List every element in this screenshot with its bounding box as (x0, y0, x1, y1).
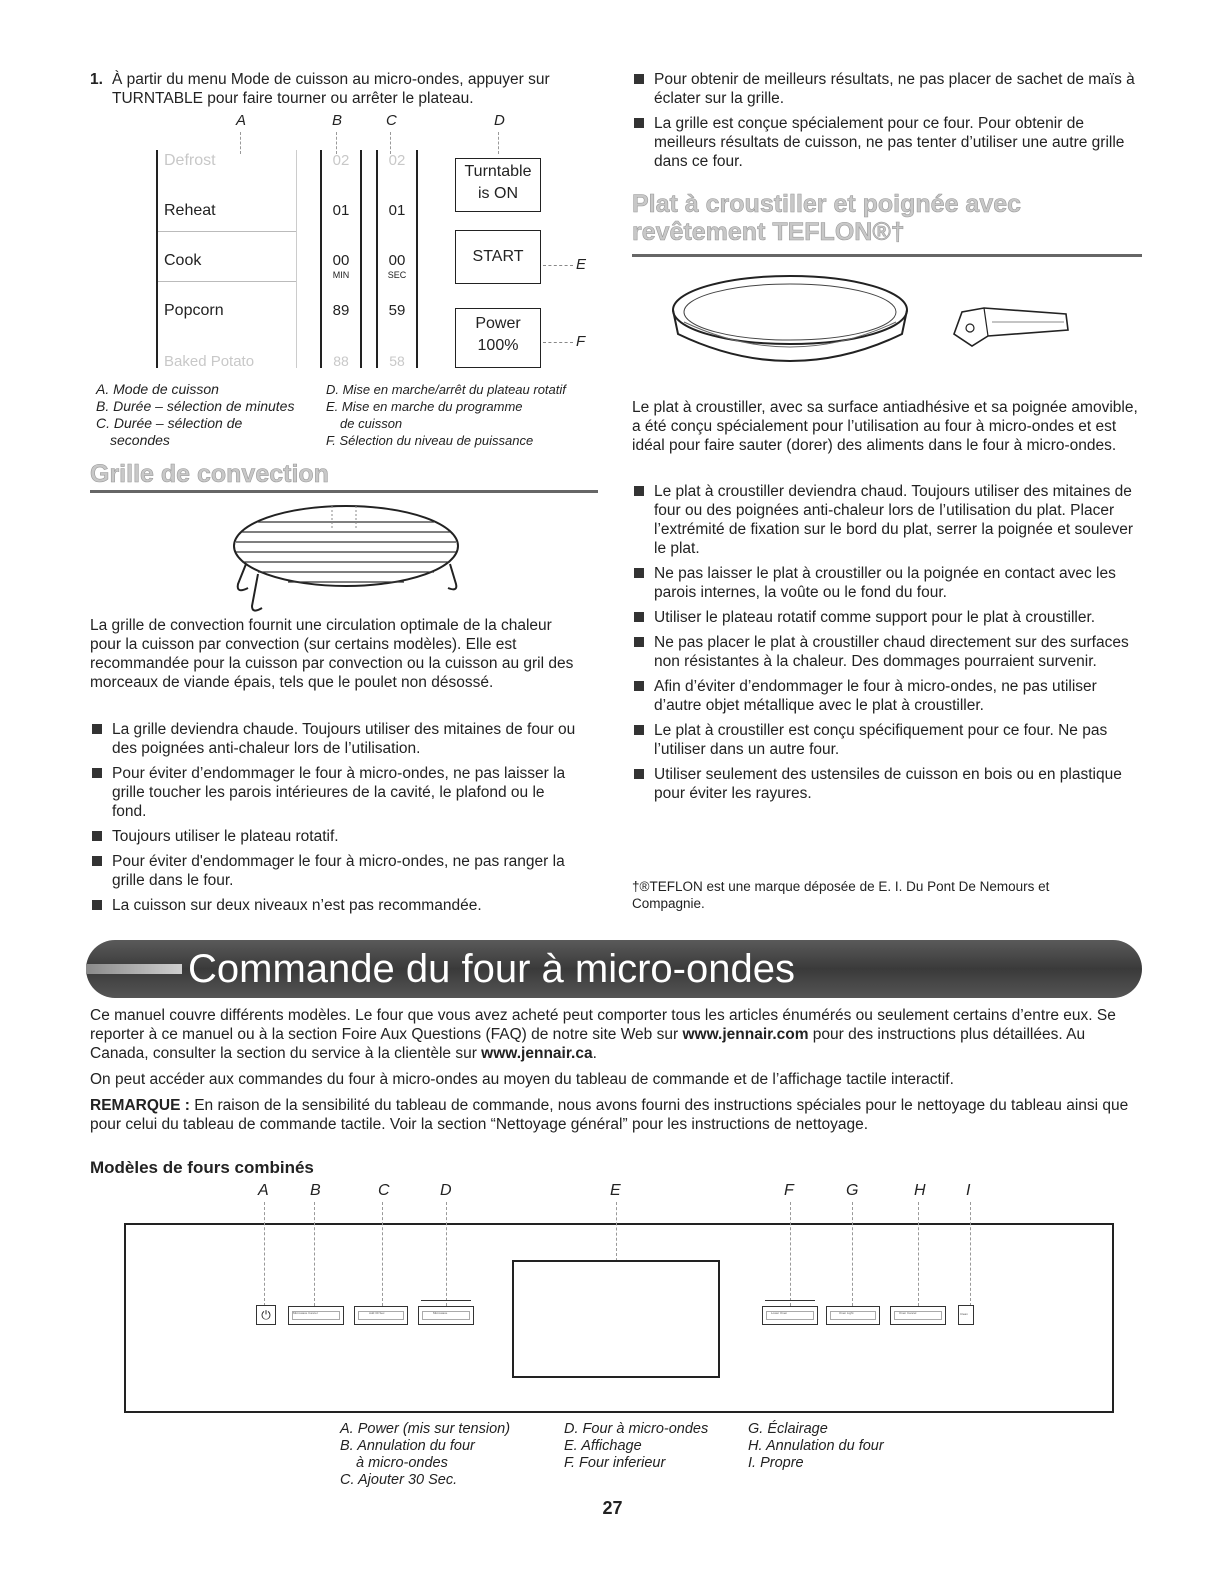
oven-cancel-button[interactable]: Oven Cancel (890, 1306, 946, 1325)
list-item: Ne pas laisser le plat à croustiller ou la poignée en contact avec les parois internes, la voûte ou le fond du four. (632, 564, 1142, 602)
panel-letter-d: D (440, 1182, 452, 1199)
start-label: START (472, 248, 524, 265)
panel-caption-col-2: D. Four à micro-ondes E. Affichage F. Four inferieur (564, 1421, 709, 1471)
seconds-value: 01 (388, 202, 406, 219)
minutes-value: 00 (332, 252, 350, 269)
panel-letter-g: G (846, 1182, 859, 1199)
convection-rack-paragraph: La grille de convection fournit une circulation optimale de la chaleur pour la cuisson par convection (sur certains modèles). Elle est recommandée pour la cuisson par convection ou la cuisson au gril des morceaux de viande épais, tels que le poulet non désossé. (90, 617, 574, 691)
website-link[interactable]: www.jennair.com (682, 1026, 809, 1043)
divider (632, 254, 1142, 257)
letter-e: E (576, 256, 587, 273)
crisper-pan-illustration (668, 268, 938, 380)
list-item: Pour éviter d’endommager le four à micro-ondes, ne pas laisser la grille toucher les parois intérieures de la cavité, le plafond ou le fond. (90, 764, 580, 821)
crisper-bullets (632, 482, 1142, 809)
menu-item-baked-potato[interactable]: Baked Potato (164, 353, 255, 370)
step-text: À partir du menu Mode de cuisson au micro-ondes, appuyer sur TURNTABLE pour faire tourner ou arrêter le plateau. (112, 71, 550, 107)
panel-caption-col-1: A. Power (mis sur tension) B. Annulation du four à micro-ondes C. Ajouter 30 Sec. (340, 1421, 511, 1488)
list-item: Utiliser le plateau rotatif comme support pour le plat à croustiller. (632, 608, 1142, 627)
menu-item-reheat[interactable]: Reheat (164, 202, 216, 219)
page-number: 27 (602, 1498, 623, 1518)
step-number: 1. (90, 71, 103, 88)
heading-crisper-pan: Plat à croustiller et poignée avec revêtement TEFLON®† (632, 190, 1022, 246)
minutes-value: 02 (332, 152, 350, 169)
seconds-value: 58 (389, 353, 405, 369)
menu-figure (150, 112, 600, 374)
panel-letter-e: E (610, 1182, 621, 1199)
list-item: Pour éviter d'endommager le four à micro-ondes, ne pas ranger la grille dans le four. (90, 852, 580, 890)
seconds-value: 02 (388, 152, 406, 169)
minutes-value: 89 (332, 302, 350, 319)
add-30-sec-button[interactable]: Add 30 Sec (354, 1306, 408, 1325)
divider (90, 490, 598, 493)
combo-models-heading: Modèles de fours combinés (90, 1158, 314, 1177)
panel-letter-b: B (310, 1182, 321, 1199)
panel-letter-i: I (966, 1182, 971, 1199)
seconds-unit: SEC (387, 270, 407, 280)
convection-rack-bullets (90, 720, 580, 921)
seconds-value: 59 (388, 302, 406, 319)
convection-rack-illustration (228, 498, 468, 616)
heading-convection-rack: Grille de convection (90, 460, 329, 488)
list-item: Pour obtenir de meilleurs résultats, ne pas placer de sachet de maïs à éclater sur la grille. (632, 70, 1142, 108)
clean-button[interactable]: Clean (958, 1305, 974, 1325)
minutes-value: 88 (333, 353, 349, 369)
list-item: Toujours utiliser le plateau rotatif. (90, 827, 580, 846)
list-item: La grille deviendra chaude. Toujours utiliser des mitaines de four ou des poignées anti-chaleur lors de l’utilisation. (90, 720, 580, 758)
menu-legend-right: D. Mise en marche/arrêt du plateau rotatif E. Mise en marche du programme de cuisson F. Sélection du niveau de puissance (326, 382, 566, 448)
turntable-label: Turntable (464, 163, 532, 180)
list-item: Le plat à croustiller est conçu spécifiquement pour ce four. Ne pas l’utiliser dans un autre four. (632, 721, 1142, 759)
turntable-button[interactable] (455, 158, 541, 212)
note-paragraph: REMARQUE : En raison de la sensibilité du tableau de commande, nous avons fourni des instructions spéciales pour le nettoyage du tableau ainsi que pour celui du tableau de commande tactile. Voir la section “Nettoyage général” pour les instructions de nettoyage. (90, 1097, 1129, 1133)
cooking-mode-list (156, 150, 297, 368)
minutes-selector[interactable] (320, 150, 362, 368)
lower-oven-button[interactable]: Lower Oven (762, 1306, 818, 1325)
panel-letter-f: F (784, 1182, 794, 1199)
letter-b: B (332, 112, 343, 129)
menu-item-defrost[interactable]: Defrost (164, 152, 216, 169)
power-label: Power (475, 315, 521, 332)
power-icon[interactable]: ⏻ (256, 1305, 276, 1325)
seconds-selector[interactable] (376, 150, 418, 368)
banner-title: Commande du four à micro-ondes (188, 947, 795, 991)
list-item: Ne pas placer le plat à croustiller chaud directement sur des surfaces non résistantes à la chaleur. Des dommages pourraient survenir. (632, 633, 1142, 671)
menu-legend-left: A. Mode de cuisson B. Durée – sélection de minutes C. Durée – sélection de secondes (96, 381, 295, 448)
list-item: Le plat à croustiller deviendra chaud. Toujours utiliser des mitaines de four ou des poignées anti-chaleur lors de l’utilisation du plat. Placer l’extrémité de fixation sur le bord du plat, serrer la poignée et soulever le plat. (632, 482, 1142, 558)
intro-paragraph: Ce manuel couvre différents modèles. Le four que vous avez acheté peut comporter tous les articles énumérés ou seulement certains d’entre eux. Se reporter à ce manuel ou à la section Foire Aux Questions (FAQ) de notre site Web sur www.jennair.com pour des instructions plus détaillées. Au Canada, consulter la section du service à la clientèle sur www.jennair.ca. (90, 1007, 1116, 1062)
panel-caption-col-3: G. Éclairage H. Annulation du four I. Propre (748, 1421, 884, 1471)
panel-letter-a: A (258, 1182, 269, 1199)
note-label: REMARQUE : (90, 1097, 190, 1114)
step-1 (90, 70, 610, 108)
minutes-value: 01 (332, 202, 350, 219)
list-item: Afin d’éviter d’endommager le four à micro-ondes, ne pas utiliser d’autre objet métallique avec le plat à croustiller. (632, 677, 1142, 715)
seconds-value: 00 (388, 252, 406, 269)
teflon-footnote: †®TEFLON est une marque déposée de E. I. Du Pont De Nemours et Compagnie. (632, 879, 1050, 911)
crisper-handle-illustration (944, 294, 1074, 354)
oven-light-button[interactable]: Oven Light (826, 1306, 880, 1325)
list-item: Utiliser seulement des ustensiles de cuisson en bois ou en plastique pour éviter les rayures. (632, 765, 1142, 803)
website-link-canada[interactable]: www.jennair.ca (481, 1045, 593, 1062)
banner-accent (86, 964, 182, 974)
start-button[interactable] (455, 230, 541, 284)
rack-bullets-continued (632, 70, 1142, 177)
power-level: 100% (477, 337, 519, 354)
list-item: La cuisson sur deux niveaux n’est pas recommandée. (90, 896, 580, 915)
letter-f: F (576, 333, 586, 350)
access-paragraph: On peut accéder aux commandes du four à micro-ondes au moyen du tableau de commande et de l’affichage tactile interactif. (90, 1071, 954, 1088)
microwave-button[interactable]: Microwave (418, 1306, 474, 1325)
section-banner (86, 940, 1142, 998)
letter-d: D (494, 112, 505, 129)
letter-c: C (386, 112, 397, 129)
crisper-paragraph: Le plat à croustiller, avec sa surface antiadhésive et sa poignée amovible, a été conçu spécialement pour l’utilisation au four à micro-ondes et est idéal pour faire sauter (dorer) des aliments dans le four à micro-ondes. (632, 399, 1138, 454)
letter-a: A (236, 112, 247, 129)
menu-item-cook[interactable]: Cook (164, 252, 202, 269)
panel-letter-c: C (378, 1182, 390, 1199)
turntable-status: is ON (478, 185, 518, 202)
microwave-cancel-button[interactable]: Microwave Cancel (288, 1306, 344, 1325)
list-item: La grille est conçue spécialement pour ce four. Pour obtenir de meilleurs résultats de cuisson, ne pas tenter d’utiliser une autre grille dans ce four. (632, 114, 1142, 171)
touch-display[interactable] (512, 1260, 720, 1378)
panel-letter-h: H (914, 1182, 926, 1199)
minutes-unit: MIN (332, 270, 350, 280)
menu-item-popcorn[interactable]: Popcorn (164, 302, 224, 319)
power-button[interactable] (455, 308, 541, 368)
